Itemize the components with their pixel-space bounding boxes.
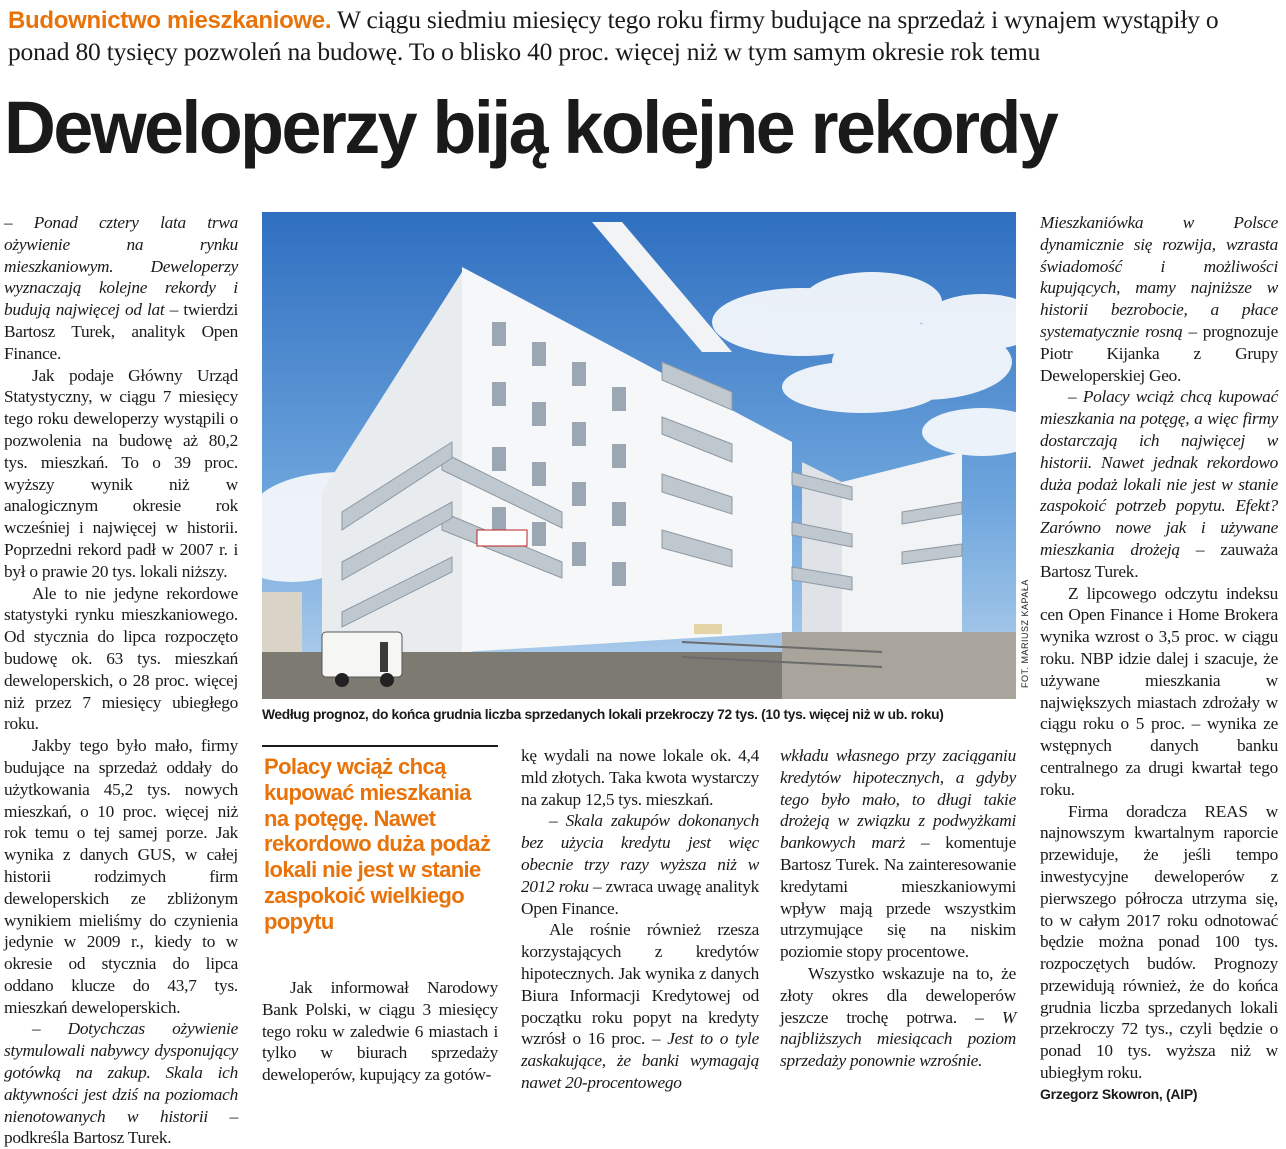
quote-text: – Skala zakupów dokonanych bez użycia kredytu jest więc obecnie trzy razy wyższa niż w 2012 roku [521, 811, 759, 896]
headline: Deweloperzy biją kolejne rekordy [4, 86, 1057, 169]
quote-text: W najbliższych miesiącach poziom sprzedaży ponownie wzrośnie. [780, 1007, 1016, 1071]
quote-text: wkładu własnego przy zaciąganiu kredytów hipotecznych, a gdyby tego było mało, to długi takie drożeją w związku z podwyżkami bankowych marż [780, 746, 1016, 853]
building-photo [262, 212, 1016, 699]
paragraph [1040, 386, 1278, 582]
quote-text: – Ponad cztery lata trwa ożywienie na rynku mieszkaniowym. Deweloperzy wyznaczają kolejne rekordy i budują najwięcej od lat [4, 213, 238, 320]
lead-paragraph [8, 4, 1280, 67]
attribution-text: – prognozuje Piotr Kijanka z Grupy Deweloperskiej Geo. [1040, 321, 1278, 385]
quote-text: – Polacy wciąż chcą kupować mieszkania na potęgę, a więc firmy dostarczają ich najwięcej w historii. Nawet jednak rekordowo duża podaż lokali nie jest w stanie zaspokoić potrzeb popytu. Efekt? Zarówno nowe jak i używane mieszkania drożeją [1040, 387, 1278, 559]
pullquote: Polacy wciąż chcą kupować mieszkania na potęgę. Nawet rekordowo duża podaż lokali nie jest w stanie zaspokoić wielkiego popytu [264, 754, 491, 934]
lead-kicker: Budownictwo mieszkaniowe. [8, 7, 332, 34]
pullquote-rule [262, 745, 498, 747]
byline: Grzegorz Skowron, (AIP) [1040, 1085, 1198, 1102]
attribution-text: – zauważa Bartosz Turek. [1040, 539, 1278, 581]
quote-text: Mieszkaniówka w Polsce dynamicznie się rozwija, wzrasta świadomość i możliwości kupujących, mamy najniższe w historii bezrobocie, a płace systematycznie rosną [1040, 213, 1278, 341]
paragraph: Jakby tego było mało, firmy budujące na sprzedaż oddały do użytkowania 45,2 tys. nowych mieszkań, o 10 proc. więcej niż rok temu o tej samej porze. Jak wynika z danych GUS, w całej historii rodzimych firm deweloperskich ze zbliżonym wynikiem mieliśmy do czynienia jedynie w 2009 r., kiedy to w okresie od stycznia do lipca oddano klucze do 43,7 tys. mieszkań deweloperskich. [4, 736, 238, 1017]
article-column-5 [1040, 212, 1278, 1106]
article-column-3 [521, 745, 759, 1094]
paragraph [521, 810, 759, 919]
photo-caption: Według prognoz, do końca grudnia liczba sprzedanych lokali przekroczy 72 tys. (10 tys. więcej niż w ub. roku) [262, 707, 944, 722]
paragraph [780, 745, 1016, 963]
quote-text: – Dotychczas ożywienie stymulowali nabywcy dysponujący gotówką na zakup. Skala ich aktywności jest dziś na poziomach nienotowanych w historii [4, 1019, 238, 1126]
quote-text: Jest to o tyle zaskakujące, że banki wymagają nawet 20-procentowego [521, 1029, 759, 1092]
paragraph [4, 212, 238, 365]
paragraph [4, 1018, 238, 1149]
lead-text: W ciągu siedmiu miesięcy tego roku firmy budujące na sprzedaż i wynajem wystąpiły o ponad 80 tysięcy pozwoleń na budowę. To o blisko 40 proc. więcej niż w tym samym okresie rok temu [8, 5, 1219, 66]
attribution-text: – zwraca uwagę analityk Open Finance. [521, 876, 759, 918]
article-column-2 [262, 977, 498, 1086]
paragraph: Firma doradcza REAS w najnowszym kwartalnym raporcie przewiduje, że jeśli tempo inwestycyjne deweloperów z pierwszego półrocza utrzyma się, to w całym 2017 roku odnotować będzie można ponad 100 tys. rozpoczętych budów. Prognozy przewidują również, że do końca grudnia liczba sprzedanych lokali przekroczy 72 tys., czyli będzie o ponad 10 tys. wyższa niż w ubiegłym roku. [1040, 801, 1278, 1083]
attribution-text: – komentuje Bartosz Turek. Na zainteresowanie kredytami mieszkaniowymi wpływ mają przede wszystkim utrzymujące się na niskim poziomie stopy procentowe. [780, 833, 1016, 962]
paragraph: Ale rośnie również rzesza korzystających z kredytów hipotecznych. Jak wynika z danych Biura Informacji Kredytowej od początku roku popyt na kredyty wzrósł o 16 proc. – Jest to o tyle zaskakujące, że banki wymagają nawet 20-procentowego [521, 920, 759, 1092]
photo-credit: FOT. MARIUSZ KAPAŁA [1020, 579, 1030, 688]
attribution-text: – twierdzi Bartosz Turek, analityk Open Finance. [4, 300, 239, 363]
paragraph: kę wydali na nowe lokale ok. 4,4 mld złotych. Taka kwota wystarczy na zakup 12,5 tys. mieszkań. [521, 746, 759, 809]
paragraph: Z lipcowego odczytu indeksu cen Open Finance i Home Brokera wynika wzrost o 3,5 proc. w ciągu roku. NBP idzie dalej i szacuje, że używane mieszkania w największych miastach zdrożały w ciągu roku o 5 proc. – wynika ze wstępnych danych banku centralnego za drugi kwartał tego roku. [1040, 583, 1278, 799]
paragraph: Ale to nie jedyne rekordowe statystyki rynku mieszkaniowego. Od stycznia do lipca rozpoczęto budowę ok. 63 tys. mieszkań deweloperskich, o 28 proc. więcej niż przez 7 miesięcy ubiegłego roku. [4, 583, 238, 734]
article-column-1 [4, 212, 238, 1149]
paragraph: Jak informował Narodowy Bank Polski, w ciągu 3 miesięcy tego roku w zaledwie 6 miastach i tylko w biurach sprzedaży deweloperów, kupujący za gotów- [262, 978, 498, 1085]
paragraph: Jak podaje Główny Urząd Statystyczny, w ciągu 7 miesięcy tego roku deweloperzy wystąpili o pozwolenia na budowę aż 80,2 tys. mieszkań. To o 39 proc. wyższy wynik niż w analogicznym okresie rok wcześniej i najwięcej w historii. Poprzedni rekord padł w 2007 r. i był o prawie 20 tys. lokali niższy. [4, 365, 238, 581]
paragraph [1040, 212, 1278, 386]
attribution-text: – podkreśla Bartosz Turek. [4, 1106, 238, 1148]
paragraph: Wszystko wskazuje na to, że złoty okres dla deweloperów jeszcze trochę potrwa. – W najbliższych miesiącach poziom sprzedaży ponownie wzrośnie. [780, 963, 1016, 1071]
article-photo [262, 212, 1016, 699]
article-column-4 [780, 745, 1016, 1072]
